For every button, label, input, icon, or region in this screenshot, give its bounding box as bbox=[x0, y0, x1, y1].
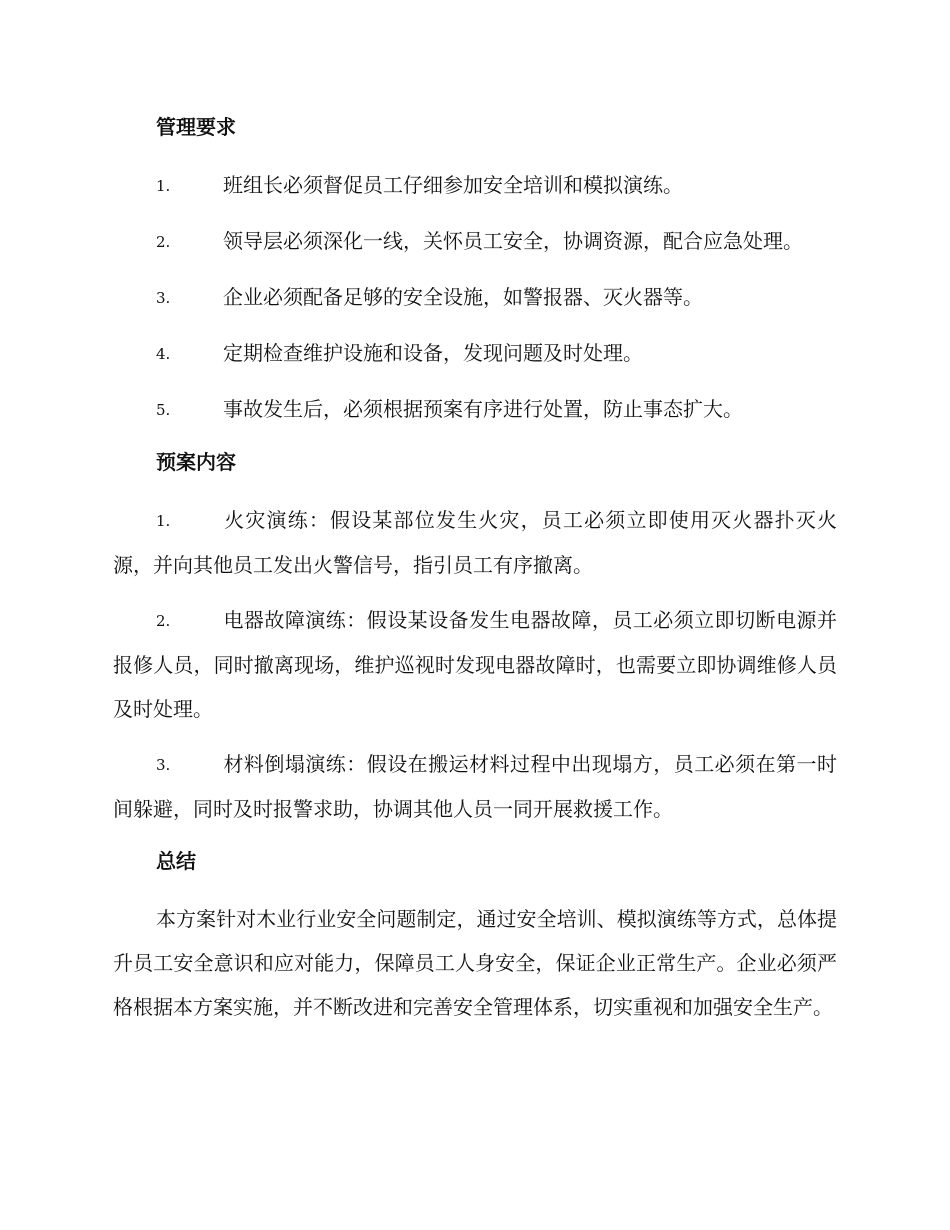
list-item-number: 3. bbox=[156, 289, 171, 307]
list-item-text: 电器故障演练：假设某设备发生电器故障，员工必须立即切断电源并报修人员，同时撤离现场，维护巡视时发现电器故障时，也需要立即协调维修人员及时处理。 bbox=[113, 608, 837, 721]
list-item-text: 领导层必须深化一线，关怀员工安全，协调资源，配合应急处理。 bbox=[223, 229, 803, 253]
list-item-number: 1. bbox=[156, 177, 171, 195]
list-item-text: 定期检查维护设施和设备，发现问题及时处理。 bbox=[223, 341, 643, 365]
section-heading-management: 管理要求 bbox=[156, 115, 236, 139]
list-item bbox=[113, 598, 837, 731]
list-item-number: 2. bbox=[156, 233, 171, 251]
list-item bbox=[113, 387, 837, 432]
list-item-text: 事故发生后，必须根据预案有序进行处置，防止事态扩大。 bbox=[223, 397, 743, 421]
list-item bbox=[113, 219, 837, 264]
list-item bbox=[113, 331, 837, 376]
list-item bbox=[113, 498, 837, 587]
list-item-text: 材料倒塌演练：假设在搬运材料过程中出现塌方，员工必须在第一时间躲避，同时及时报警求助，协调其他人员一同开展救援工作。 bbox=[113, 752, 837, 821]
list-item-text: 企业必须配备足够的安全设施，如警报器、灭火器等。 bbox=[223, 285, 703, 309]
list-item-number: 5. bbox=[156, 401, 171, 419]
summary-paragraph: 本方案针对木业行业安全问题制定，通过安全培训、模拟演练等方式，总体提升员工安全意识和应对能力，保障员工人身安全，保证企业正常生产。企业必须严格根据本方案实施，并不断改进和完善安全管理体系，切实重视和加强安全生产。 bbox=[113, 907, 837, 1019]
list-item bbox=[113, 275, 837, 320]
section-heading-plan-content: 预案内容 bbox=[156, 450, 236, 474]
list-item-number: 3. bbox=[156, 756, 171, 774]
list-item-number: 1. bbox=[156, 512, 171, 530]
list-item-text: 班组长必须督促员工仔细参加安全培训和模拟演练。 bbox=[223, 173, 683, 197]
list-item bbox=[113, 163, 837, 208]
list-item-text: 火灾演练：假设某部位发生火灾，员工必须立即使用灭火器扑灭火源，并向其他员工发出火警信号，指引员工有序撤离。 bbox=[113, 508, 837, 577]
section-heading-summary: 总结 bbox=[156, 849, 196, 873]
list-item bbox=[113, 742, 837, 831]
document-content bbox=[113, 108, 837, 1029]
list-item-number: 2. bbox=[156, 612, 171, 630]
list-item-number: 4. bbox=[156, 345, 171, 363]
